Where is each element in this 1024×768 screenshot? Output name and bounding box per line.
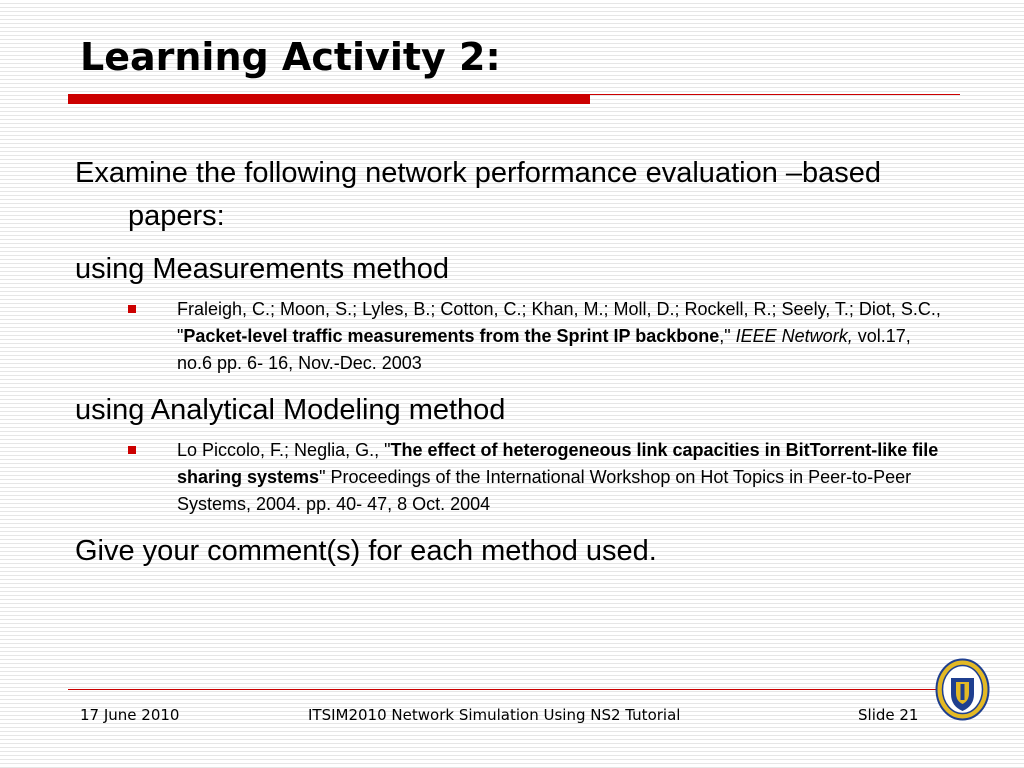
footer-divider (68, 689, 960, 690)
intro-text: Examine the following network performance evaluation –based papers: (75, 157, 882, 232)
footer-event-title: ITSIM2010 Network Simulation Using NS2 Tutorial (308, 706, 681, 724)
slide-title: Learning Activity 2: (80, 35, 501, 79)
reference-authors: Lo Piccolo, F.; Neglia, G., " (177, 440, 391, 460)
analytical-heading: using Analytical Modeling method (75, 394, 506, 426)
measurements-heading: using Measurements method (75, 253, 449, 285)
footer-slide-number: Slide 21 (858, 706, 919, 724)
reference-paper-title: Packet-level traffic measurements from the Sprint IP backbone (183, 326, 720, 346)
title-underline-line (590, 94, 960, 95)
university-seal-logo (935, 658, 990, 721)
reference-details: vol.17, no.6 pp. 6- 16, Nov.-Dec. 2003 (177, 326, 911, 373)
reference-authors: Fraleigh, C.; Moon, S.; Lyles, B.; Cotton, C.; Khan, M.; Moll, D.; Rockell, R.; Seely, T.; Diot, S.C., " (177, 299, 941, 346)
analytical-reference (177, 437, 947, 518)
closing-prompt: Give your comment(s) for each method used. (75, 535, 657, 567)
measurements-reference (177, 296, 947, 377)
reference-paper-title: The effect of heterogeneous link capacities in BitTorrent-like file sharing systems (177, 440, 939, 487)
square-bullet-icon (128, 446, 136, 454)
reference-details: " Proceedings of the International Workshop on Hot Topics in Peer-to-Peer Systems, 2004. pp. 40- 47, 8 Oct. 2004 (177, 467, 912, 514)
square-bullet-icon (128, 305, 136, 313)
slide-content (75, 152, 975, 572)
footer-date: 17 June 2010 (80, 706, 180, 724)
title-underline-bar (68, 94, 590, 104)
reference-journal: IEEE Network, (735, 326, 853, 346)
reference-separator: ," (719, 326, 736, 346)
